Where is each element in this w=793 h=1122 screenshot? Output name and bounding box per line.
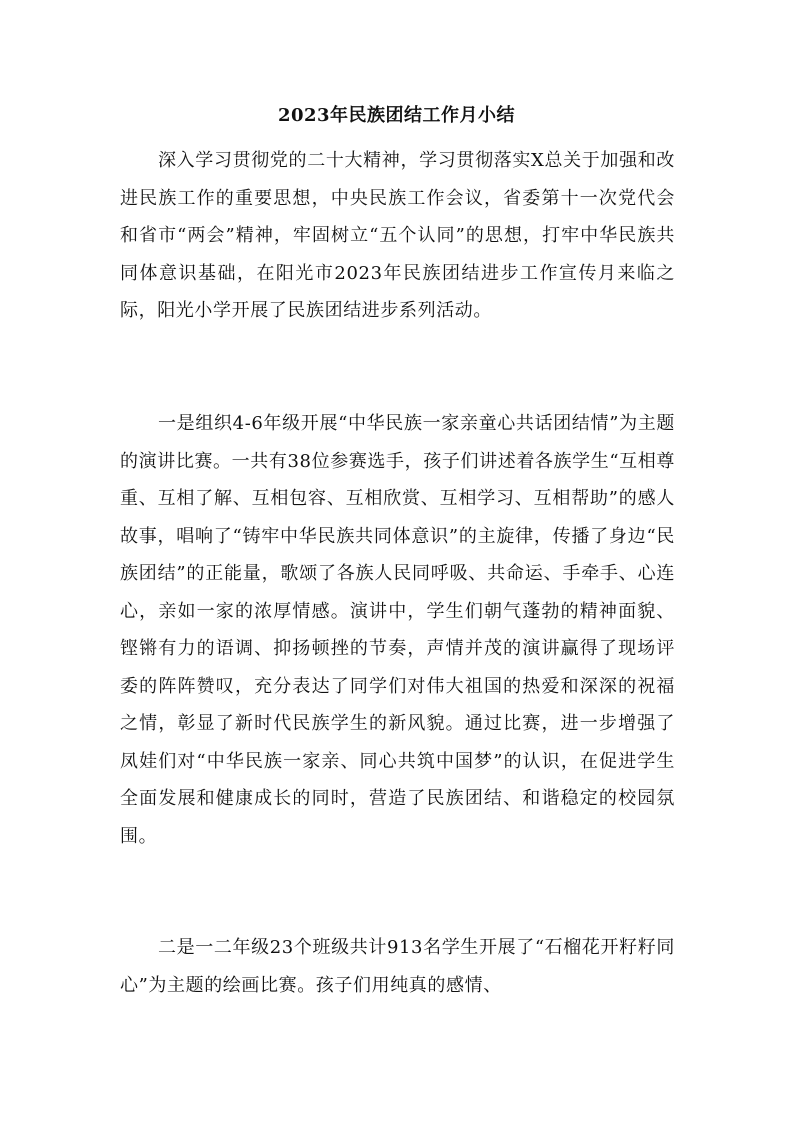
paragraph-drawing-contest: 二是一二年级23个班级共计913名学生开展了“石榴花开籽籽同心”为主题的绘画比赛。孩子们用纯真的感情、 xyxy=(120,937,675,996)
document-title: 2023年民族团结工作月小结 xyxy=(277,105,516,126)
paragraph-intro: 深入学习贯彻党的二十大精神，学习贯彻落实X总关于加强和改进民族工作的重要思想，中央民族工作会议，省委第十一次党代会和省市“两会”精神，牢固树立“五个认同”的思想，打牢中华民族共同体意识基础，在阳光市2023年民族团结进步工作宣传月来临之际，阳光小学开展了民族团结进步系列活动。 xyxy=(120,150,675,321)
paragraph-speech-contest: 一是组织4-6年级开展“中华民族一家亲童心共话团结情”为主题的演讲比赛。一共有38位参赛选手，孩子们讲述着各族学生“互相尊重、互相了解、互相包容、互相欣赏、互相学习、互相帮助”的感人故事，唱响了“铸牢中华民族共同体意识”的主旋律，传播了身边“民族团结”的正能量，歌颂了各族人民同呼吸、共命运、手牵手、心连心，亲如一家的浓厚情感。演讲中，学生们朝气蓬勃的精神面貌、铿锵有力的语调、抑扬顿挫的节奏，声情并茂的演讲赢得了现场评委的阵阵赞叹，充分表达了同学们对伟大祖国的热爱和深深的祝福之情，彰显了新时代民族学生的新风貌。通过比赛，进一步增强了凤娃们对“中华民族一家亲、同心共筑中国梦”的认识，在促进学生全面发展和健康成长的同时，营造了民族团结、和谐稳定的校园氛围。 xyxy=(120,413,676,847)
